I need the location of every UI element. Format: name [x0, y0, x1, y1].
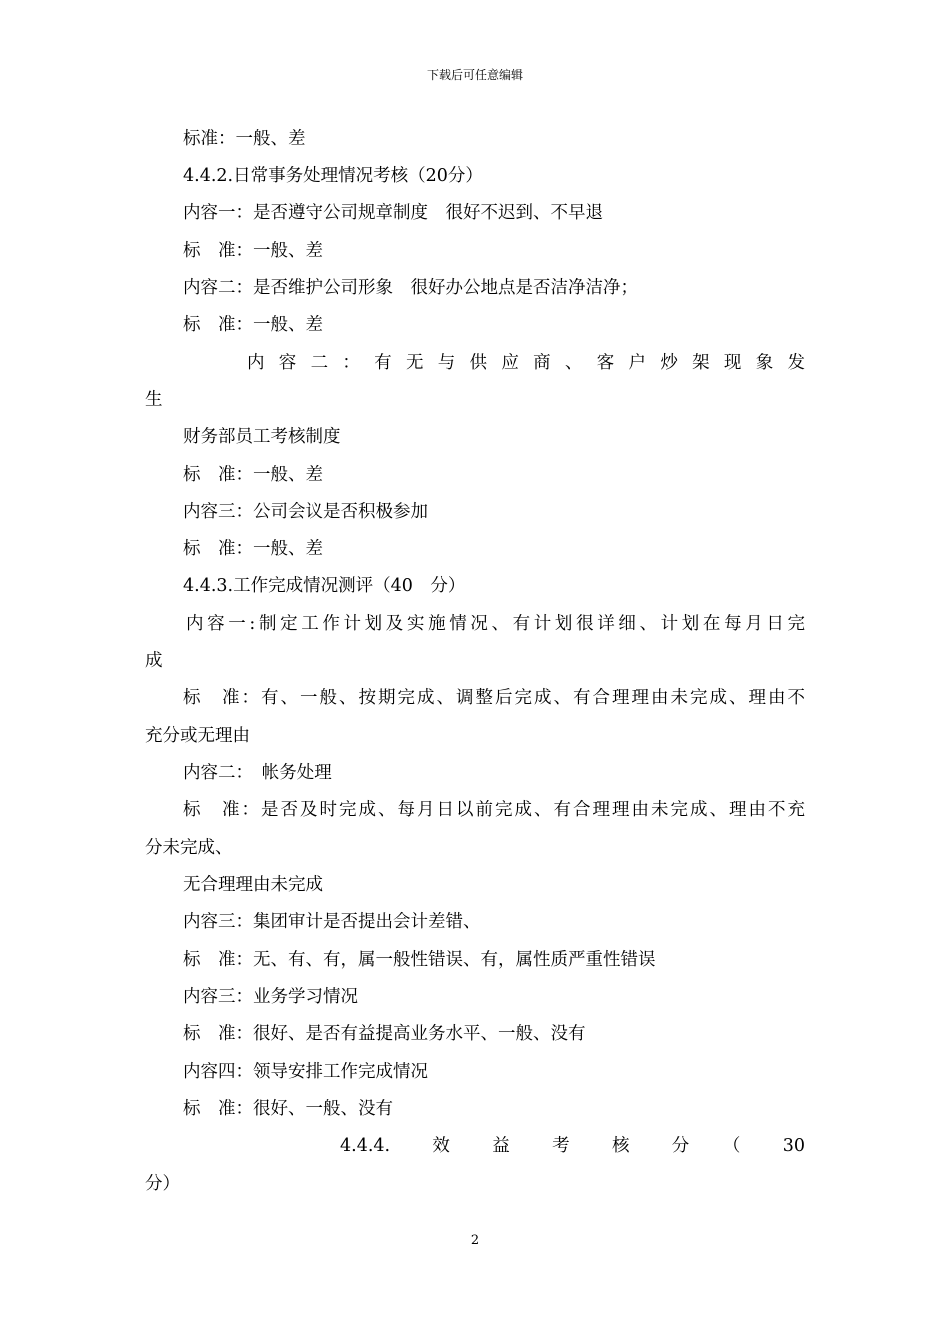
text-line: 内容四：领导安排工作完成情况 — [183, 1062, 428, 1082]
page-header: 下载后可任意编辑 — [426, 68, 523, 82]
text-line: 标 准：无、有、有，属一般性错误、有，属性质严重性错误 — [183, 950, 656, 970]
text-line: 内容二：是否维护公司形象 很好办公地点是否洁净洁净； — [183, 278, 638, 298]
text-line: 内容三：公司会议是否积极参加 — [183, 502, 428, 522]
text-line: 标 准：很好、是否有益提高业务水平、一般、没有 — [183, 1024, 586, 1044]
text-line: 财务部员工考核制度 — [183, 427, 341, 447]
text-line: 内容一:制定工作计划及实施情况、有计划很详细、计划在每月日完 — [186, 614, 805, 634]
text-line: 充分或无理由 — [145, 726, 250, 746]
text-line: 内容二： 帐务处理 — [183, 763, 332, 783]
text-line: 标准：一般、差 — [183, 129, 306, 149]
text-line: 标 准：一般、差 — [183, 539, 323, 559]
text-line: 标 准：有、一般、按期完成、调整后完成、有合理理由未完成、理由不 — [183, 688, 805, 708]
text-line: 生 — [145, 390, 163, 410]
text-line: 成 — [145, 651, 163, 671]
text-line: 分未完成、 — [145, 838, 233, 858]
text-line: 分） — [145, 1174, 180, 1194]
section-heading: 4.4.4. 效 益 考 核 分 （ 30 — [340, 1136, 805, 1156]
section-heading: 4.4.2.日常事务处理情况考核（20分） — [183, 166, 483, 186]
text-line: 内容一：是否遵守公司规章制度 很好不迟到、不早退 — [183, 203, 603, 223]
text-line: 内容三：业务学习情况 — [183, 987, 358, 1007]
text-line: 标 准：很好、一般、没有 — [183, 1099, 393, 1119]
text-line: 标 准：是否及时完成、每月日以前完成、有合理理由未完成、理由不充 — [183, 800, 805, 820]
text-line: 内容三：集团审计是否提出会计差错、 — [183, 912, 481, 932]
page-number: 2 — [470, 1233, 480, 1248]
text-line: 无合理理由未完成 — [183, 875, 323, 895]
text-line: 标 准：一般、差 — [183, 315, 323, 335]
text-line: 内 容 二 ： 有 无 与 供 应 商 、 客 户 炒 架 现 象 发 — [247, 353, 805, 373]
section-heading: 4.4.3.工作完成情况测评（40 分） — [183, 576, 466, 596]
text-line: 标 准：一般、差 — [183, 465, 323, 485]
text-line: 标 准：一般、差 — [183, 241, 323, 261]
